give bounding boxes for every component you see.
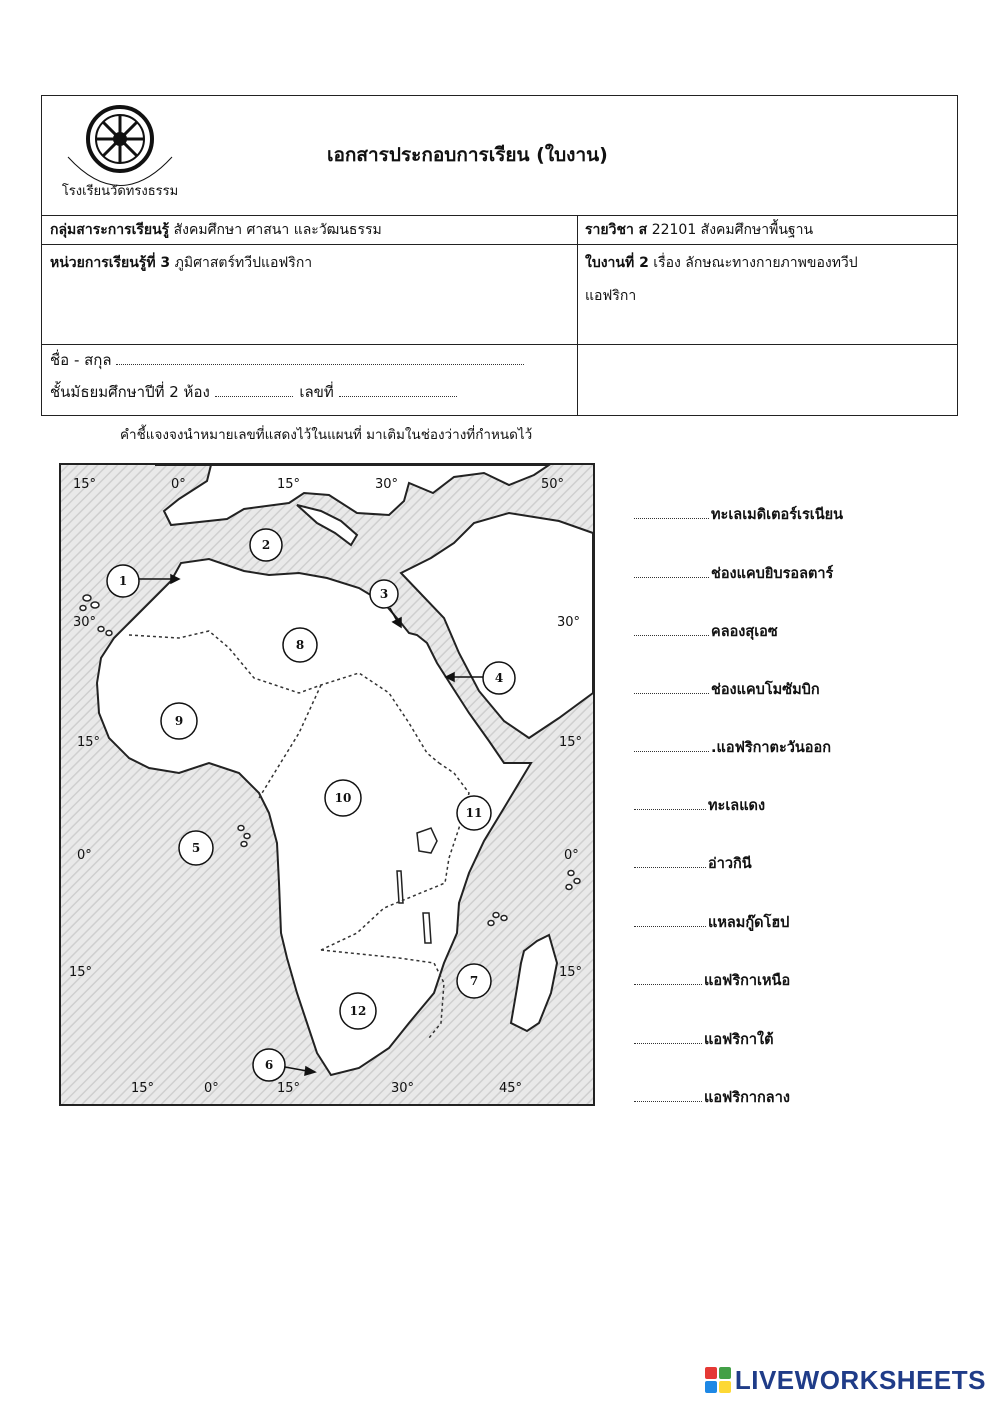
name-field[interactable] (116, 352, 524, 365)
answer-label-10: แอฟริกาใต้ (704, 1032, 774, 1048)
answer-item (634, 503, 843, 526)
learning-area-label: กลุ่มสาระการเรียนรู้ (50, 222, 170, 238)
subject (585, 219, 813, 241)
map-marker-8 (283, 628, 317, 662)
svg-text:7: 7 (469, 974, 479, 988)
lon-label-bottom-2: 0° (204, 1081, 219, 1096)
lat-label-left-1: 30° (73, 615, 97, 630)
map-marker-7 (457, 964, 491, 998)
subject-label: รายวิชา ส (585, 222, 648, 238)
lon-label-bottom-3: 15° (277, 1081, 301, 1096)
map-marker-5 (179, 831, 213, 865)
svg-text:10: 10 (334, 791, 352, 805)
lat-label-left-4: 15° (69, 965, 93, 980)
lat-label-left-2: 15° (77, 735, 101, 750)
answer-blank-4[interactable] (634, 681, 709, 694)
liveworksheets-brand[interactable] (705, 1363, 986, 1397)
map-marker-3 (370, 580, 398, 608)
answer-label-11: แอฟริกากลาง (704, 1090, 790, 1106)
map-marker-6 (253, 1049, 285, 1081)
answer-item (634, 736, 831, 759)
answer-blank-5[interactable] (634, 739, 709, 752)
africa-map (59, 463, 595, 1106)
svg-text:6: 6 (264, 1058, 274, 1072)
answer-blank-11[interactable] (634, 1089, 702, 1102)
logo-text: โรงเรียนวัดทรงธรรม (61, 184, 179, 199)
map-marker-11 (457, 796, 491, 830)
lon-label-top-3: 15° (277, 477, 301, 492)
learning-area (50, 219, 382, 241)
number-field[interactable] (339, 384, 457, 397)
class-label: ชั้นมัธยมศึกษาปีที่ 2 ห้อง (50, 383, 210, 401)
map-marker-2 (250, 529, 282, 561)
answer-item (634, 794, 765, 817)
answer-label-6: ทะเลแดง (708, 798, 766, 814)
worksheet-value: เรื่อง ลักษณะทางกายภาพของทวีป (653, 255, 858, 271)
worksheet-value-continued: แอฟริกา (585, 288, 637, 304)
worksheet-number (585, 252, 858, 274)
answer-item (634, 678, 820, 701)
lon-label-bottom-5: 45° (499, 1081, 523, 1096)
svg-text:11: 11 (465, 806, 483, 820)
answer-label-4: ช่องแคบโมซัมบิก (711, 682, 820, 698)
answer-item (634, 911, 789, 934)
svg-text:5: 5 (191, 841, 201, 855)
answer-blank-9[interactable] (634, 972, 702, 985)
lon-label-top-5: 50° (541, 477, 565, 492)
lon-label-bottom-4: 30° (391, 1081, 415, 1096)
worksheet-label: ใบงานที่ 2 (585, 255, 649, 271)
svg-text:12: 12 (349, 1004, 367, 1018)
answer-blank-8[interactable] (634, 914, 706, 927)
learning-unit-value: ภูมิศาสตร์ทวีปแอฟริกา (174, 255, 313, 271)
answer-item (634, 969, 790, 992)
room-field[interactable] (215, 384, 293, 397)
answer-item (634, 620, 778, 643)
answer-blank-6[interactable] (634, 797, 706, 810)
answer-blank-10[interactable] (634, 1031, 702, 1044)
answer-blank-1[interactable] (634, 506, 709, 519)
answer-item (634, 562, 833, 585)
learning-area-value: สังคมศึกษา ศาสนา และวัฒนธรรม (173, 222, 382, 238)
map-marker-4 (483, 662, 515, 694)
brand-name: LIVEWORKSHEETS (734, 1364, 986, 1395)
lon-label-bottom-1: 15° (131, 1081, 155, 1096)
liveworksheets-logo-icon (705, 1367, 731, 1393)
school-logo (60, 99, 180, 204)
answer-blank-2[interactable] (634, 565, 709, 578)
lat-label-right-1: 30° (557, 615, 581, 630)
worksheet-header-table (41, 95, 958, 416)
page-title: เอกสารประกอบการเรียน (ใบงาน) (327, 144, 608, 166)
answer-label-1: ทะเลเมดิเตอร์เรเนียน (711, 507, 844, 523)
answer-label-2: ช่องแคบยิบรอลตาร์ (711, 566, 834, 582)
svg-text:2: 2 (261, 538, 271, 552)
answer-label-7: อ่าวกินี (708, 856, 752, 872)
lon-label-top-2: 0° (171, 477, 186, 492)
answer-item (634, 852, 752, 875)
lon-label-top-1: 15° (73, 477, 97, 492)
instruction: คำชี้แจงจงนำหมายเลขที่แสดงไว้ในแผนที่ มาเติมในช่องว่างที่กำหนดไว้ (120, 427, 533, 443)
svg-text:4: 4 (494, 671, 504, 685)
lat-label-left-3: 0° (77, 848, 92, 863)
map-marker-10 (325, 780, 361, 816)
answer-blank-7[interactable] (634, 855, 706, 868)
lat-label-right-4: 15° (559, 965, 583, 980)
lon-label-top-4: 30° (375, 477, 399, 492)
name-row (50, 349, 526, 371)
map-marker-9 (161, 703, 197, 739)
lat-label-right-3: 0° (564, 848, 579, 863)
class-row (50, 381, 459, 403)
map-marker-12 (340, 993, 376, 1029)
answer-item (634, 1086, 790, 1109)
learning-unit-label: หน่วยการเรียนรู้ที่ 3 (50, 255, 171, 271)
svg-text:3: 3 (379, 587, 389, 601)
subject-value: 22101 สังคมศึกษาพื้นฐาน (651, 222, 814, 238)
answer-label-3: คลองสุเอซ (711, 624, 778, 640)
learning-unit (50, 252, 312, 274)
answer-label-9: แอฟริกาเหนือ (704, 973, 791, 989)
svg-text:1: 1 (118, 574, 128, 588)
answer-blank-3[interactable] (634, 623, 709, 636)
map-marker-1 (107, 565, 139, 597)
name-label: ชื่อ - สกุล (50, 351, 112, 369)
answer-item (634, 1028, 774, 1051)
answer-label-5: .แอฟริกาตะวันออก (711, 740, 831, 756)
svg-text:9: 9 (174, 714, 184, 728)
answer-label-8: แหลมกู๊ดโฮป (708, 915, 790, 931)
svg-text:8: 8 (295, 638, 305, 652)
number-label: เลขที่ (299, 383, 334, 401)
lat-label-right-2: 15° (559, 735, 583, 750)
